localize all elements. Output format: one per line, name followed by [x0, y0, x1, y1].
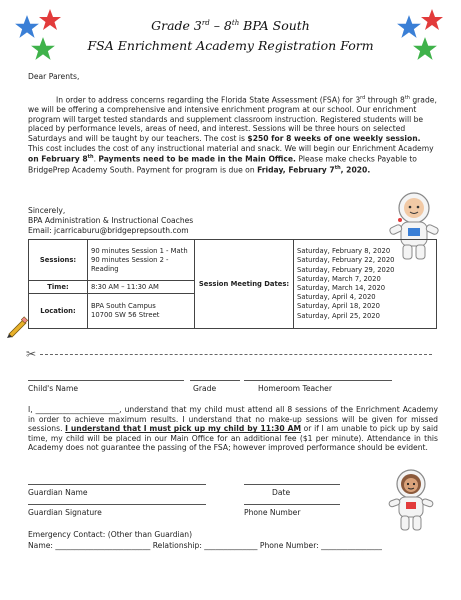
letter-text: In order to address concerns regarding the Florida State Assessment (FSA) for 3: [56, 95, 361, 105]
guardian-signature-label: Guardian Signature: [28, 508, 102, 517]
emergency-contact-fields[interactable]: Name: _________________________ Relationship: ______________ Phone Number: ________________: [28, 541, 382, 550]
date-line[interactable]: [244, 484, 340, 485]
phone-label: Phone Number: [244, 508, 301, 517]
sessions-value: [88, 240, 195, 281]
page-title: [60, 18, 401, 33]
astronaut-icon: [386, 468, 436, 534]
star-icon: [420, 8, 444, 32]
letter-superscript: th: [87, 154, 94, 161]
homeroom-line[interactable]: [244, 380, 392, 381]
session-reading: 90 minutes Session 2 - Reading: [91, 255, 169, 273]
meeting-date: Saturday, April 4, 2020: [297, 293, 376, 302]
letter-closing: Sincerely,: [28, 206, 66, 215]
meeting-date: Saturday, February 29, 2020: [297, 265, 395, 274]
grade-line[interactable]: [190, 380, 240, 381]
title-superscript: th: [231, 18, 240, 27]
title-school: BPA South: [239, 18, 310, 33]
meeting-date: Saturday, April 25, 2020: [297, 311, 380, 320]
payment-location-text: Payments need to be made in the Main Office.: [98, 154, 296, 164]
star-icon: [412, 36, 438, 62]
agreement-text-part: or if I am unable to pick up by said time, my child will be placed in our Main Office for an additional fee ($1 per minute). Attendance in this Academy does not guarantee the passing of the FSA; however improved performance should be evident.: [28, 424, 438, 453]
location-value: [88, 294, 195, 329]
letter-text: through 8: [365, 95, 405, 105]
meeting-dates-label: Session Meeting Dates:: [195, 240, 294, 329]
session-math: 90 minutes Session 1 - Math: [91, 246, 188, 255]
letter-body: [28, 94, 438, 175]
schedule-table: [28, 239, 437, 329]
guardian-name-label: Guardian Name: [28, 488, 88, 497]
meeting-date: Saturday, February 8, 2020: [297, 247, 391, 256]
star-icon: [38, 8, 62, 32]
due-date-text: Friday, February 7: [257, 165, 335, 175]
letter-superscript: rd: [360, 95, 366, 101]
letter-text: Please make checks Payable to BridgePrep Academy South. Payment for program is due on: [28, 154, 417, 175]
title-superscript: rd: [201, 18, 210, 27]
guardian-signature-line[interactable]: [28, 504, 206, 505]
letter-superscript: th: [404, 95, 410, 101]
table-row: [29, 240, 437, 281]
agreement-text-part: I, ______________________, understand that my child must attend all 8 sessions of the Enrichment Academy in order to achieve maximum results. I understand that no make-up sessions will be given for missed sessions.: [28, 405, 438, 434]
pencil-icon: [6, 316, 30, 338]
pickup-requirement: I understand that I must pick up my child by 11:30 AM: [65, 424, 301, 434]
meeting-dates-list: [294, 240, 437, 329]
letter-salutation: Dear Parents,: [28, 72, 80, 81]
star-icon: [30, 36, 56, 62]
meeting-date: Saturday, February 22, 2020: [297, 256, 395, 265]
emergency-contact-label: Emergency Contact: (Other than Guardian): [28, 530, 193, 539]
letter-superscript: th: [334, 165, 341, 172]
letter-text: .: [93, 154, 99, 164]
location-campus: BPA South Campus: [91, 302, 156, 310]
sessions-label: Sessions:: [29, 240, 88, 281]
child-name-label: Child's Name: [28, 384, 79, 393]
phone-line[interactable]: [244, 504, 340, 505]
location-address: 10700 SW 56 Street: [91, 311, 160, 319]
letter-text: This cost includes the cost of any instructional material and snack. We will begin our Enrichment Academy: [28, 143, 434, 153]
location-label: Location:: [29, 294, 88, 329]
meeting-date: Saturday, March 14, 2020: [297, 284, 386, 292]
cost-text: $250 for 8 weeks of one weekly session.: [247, 133, 421, 143]
title-grade-range: – 8: [209, 18, 232, 33]
time-label: Time:: [29, 281, 88, 294]
guardian-name-line[interactable]: [28, 484, 206, 485]
time-value: 8:30 AM – 11:30 AM: [88, 281, 195, 294]
title-grade-text: Grade 3: [151, 18, 202, 33]
child-name-line[interactable]: [28, 380, 184, 381]
letter-signer: BPA Administration & Instructional Coaches: [28, 216, 194, 225]
agreement-text: [28, 405, 438, 453]
scissors-icon: ✂: [26, 347, 37, 361]
grade-label: Grade: [193, 384, 217, 393]
cut-line: [40, 354, 432, 355]
start-date-text: on February 8: [28, 154, 88, 164]
meeting-date: Saturday, March 7, 2020: [297, 274, 381, 283]
letter-text: grade, we will be offering a comprehensive and intensive enrichment program at our school. Our enrichment program will target tested standards and supplement classroom instruction. Registered students will be placed by performance levels, areas of need, and interest. Sessions will be three hours on selected Saturdays and will be taught by our teachers. The cost is: [28, 95, 437, 143]
due-date-year: , 2020.: [340, 165, 371, 175]
date-label: Date: [272, 488, 291, 497]
page-subtitle: FSA Enrichment Academy Registration Form: [87, 38, 374, 53]
contact-email: Email: jcarricaburu@bridgeprepsouth.com: [28, 226, 189, 235]
homeroom-label: Homeroom Teacher: [258, 384, 332, 393]
meeting-date: Saturday, April 18, 2020: [297, 302, 380, 311]
